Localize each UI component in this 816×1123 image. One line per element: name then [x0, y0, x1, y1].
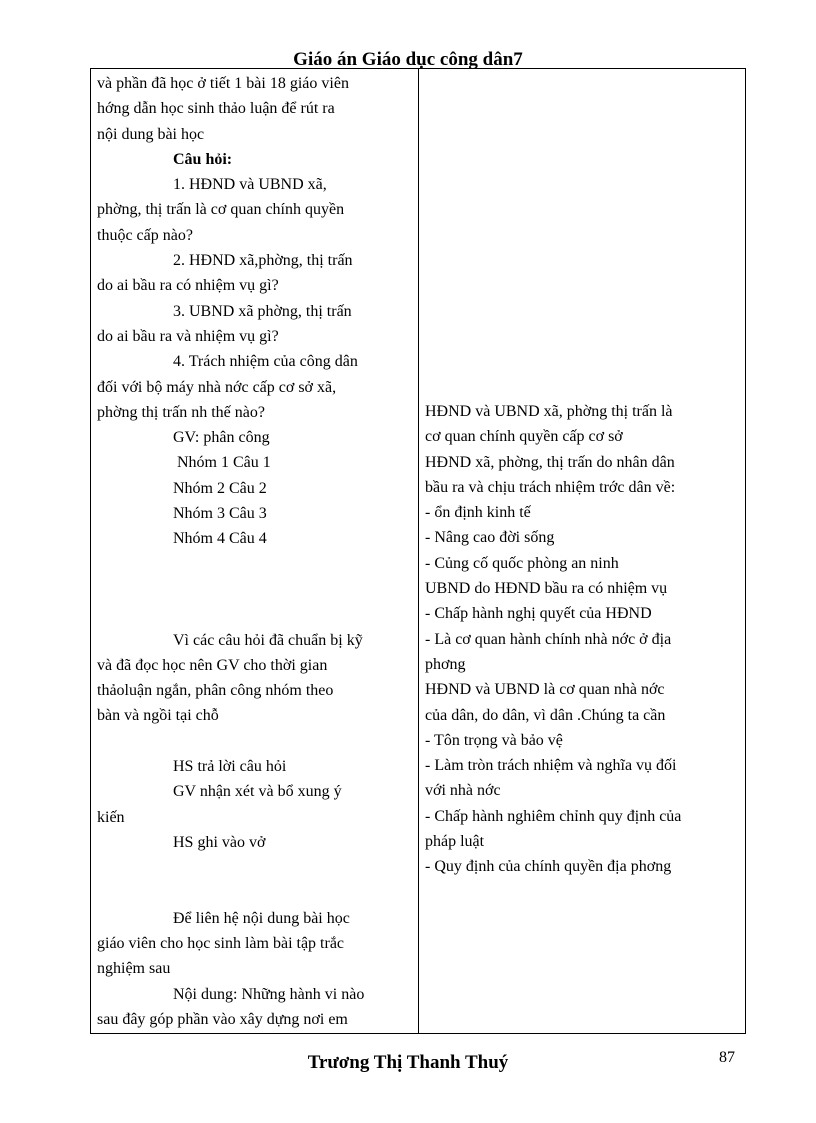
- group-assignment: Nhóm 3 Câu 3: [173, 505, 267, 523]
- left-line: Để liên hệ nội dung bài học: [173, 909, 350, 927]
- left-line: và đã đọc học nên GV cho thời gian: [97, 656, 328, 674]
- left-line: do ai bầu ra có nhiệm vụ gì?: [97, 277, 279, 295]
- page-header-title: Giáo án Giáo dục công dân7: [293, 49, 523, 70]
- left-line: 1. HĐND và UBND xã,: [173, 176, 327, 194]
- teacher-activity-column: [97, 71, 413, 1032]
- right-line: pháp luật: [425, 833, 485, 851]
- left-line: phờng, thị trấn là cơ quan chính quyền: [97, 201, 345, 219]
- left-line: bàn và ngồi tại chỗ: [97, 707, 219, 725]
- left-line: hớng dẫn học sinh thảo luận để rút ra: [97, 100, 335, 118]
- right-line: - Quy định của chính quyền địa phơng: [425, 858, 672, 876]
- group-assignment: Nhóm 1 Câu 1: [177, 454, 271, 472]
- group-assignment: Nhóm 2 Câu 2: [173, 479, 267, 497]
- left-line: và phần đã học ở tiết 1 bài 18 giáo viên: [97, 75, 349, 92]
- left-line: do ai bầu ra và nhiệm vụ gì?: [97, 327, 279, 345]
- right-line: - Tôn trọng và bảo vệ: [425, 731, 563, 749]
- left-line: nghiệm sau: [97, 960, 171, 978]
- left-line: giáo viên cho học sinh làm bài tập trắc: [97, 935, 345, 953]
- left-line: GV nhận xét và bổ xung ý: [173, 783, 342, 801]
- left-line: đối với bộ máy nhà nớc cấp cơ sở xã,: [97, 378, 337, 396]
- right-line: của dân, do dân, vì dân .Chúng ta cần: [425, 706, 666, 724]
- right-line: HĐND và UBND xã, phờng thị trấn là: [425, 403, 673, 420]
- lesson-content-column: [425, 399, 743, 880]
- left-line: phờng thị trấn nh thế nào?: [97, 403, 265, 421]
- right-line: - ổn định kinh tế: [425, 504, 531, 522]
- right-line: - Chấp hành nghiêm chỉnh quy định của: [425, 807, 682, 825]
- left-line: GV: phân công: [173, 429, 270, 447]
- left-line: HS ghi vào vở: [173, 833, 266, 851]
- questions-heading: Câu hỏi:: [173, 150, 233, 168]
- right-line: phơng: [425, 655, 466, 673]
- right-line: cơ quan chính quyền cấp cơ sở: [425, 428, 623, 446]
- left-line: 4. Trách nhiệm của công dân: [173, 353, 358, 371]
- left-line: 2. HĐND xã,phờng, thị trấn: [173, 252, 353, 270]
- right-line: - Củng cố quốc phòng an ninh: [425, 554, 619, 572]
- right-line: - Chấp hành nghị quyết của HĐND: [425, 605, 652, 623]
- right-line: HĐND xã, phờng, thị trấn do nhân dân: [425, 453, 675, 471]
- footer-author: Trương Thị Thanh Thuý: [307, 1052, 509, 1073]
- page-number: 87: [719, 1049, 735, 1066]
- left-line: HS trả lời câu hỏi: [173, 758, 287, 776]
- left-line: thuộc cấp nào?: [97, 226, 193, 244]
- lesson-table: [90, 68, 746, 1034]
- left-line: Vì các câu hỏi đã chuẩn bị kỹ: [173, 631, 363, 649]
- right-line: UBND do HĐND bầu ra có nhiệm vụ: [425, 580, 668, 598]
- right-line: - Là cơ quan hành chính nhà nớc ở địa: [425, 630, 672, 648]
- right-line: - Làm tròn trách nhiệm và nghĩa vụ đối: [425, 757, 677, 775]
- left-line: Nội dung: Những hành vi nào: [173, 985, 365, 1003]
- left-line: 3. UBND xã phờng, thị trấn: [173, 302, 352, 320]
- group-assignment: Nhóm 4 Câu 4: [173, 530, 267, 548]
- right-line: bầu ra và chịu trách nhiệm trớc dân về:: [425, 478, 676, 496]
- right-line: - Nâng cao đời sống: [425, 529, 555, 547]
- left-line: kiến: [97, 808, 125, 826]
- column-divider: [418, 69, 419, 1033]
- left-line: sau đây góp phần vào xây dựng nơi em: [97, 1010, 348, 1028]
- left-line: nội dung bài học: [97, 125, 205, 143]
- right-line: với nhà nớc: [425, 782, 501, 800]
- left-line: thảoluận ngắn, phân công nhóm theo: [97, 682, 334, 700]
- right-line: HĐND và UBND là cơ quan nhà nớc: [425, 681, 665, 699]
